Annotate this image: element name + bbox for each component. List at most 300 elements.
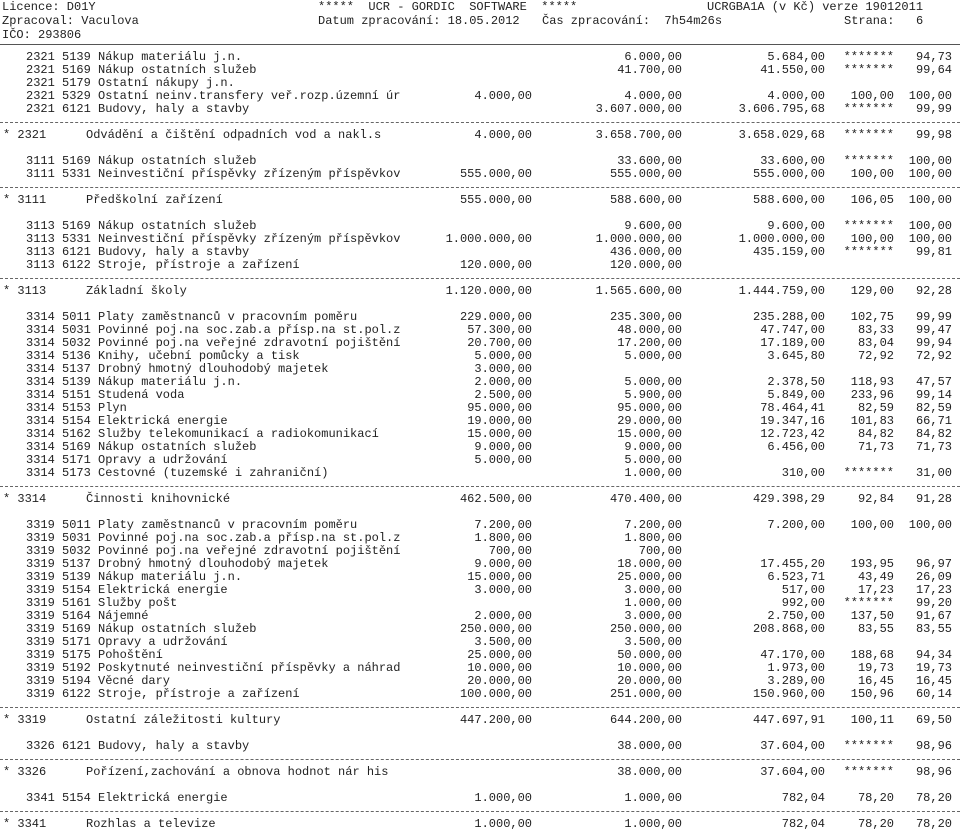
item-code: 5011	[62, 518, 91, 532]
percent-of-adjusted: 100,00	[908, 219, 952, 233]
item-name: Elektrická energie	[98, 583, 228, 597]
adjusted-budget: 50.000,00	[617, 648, 682, 662]
paragraph-code: 3314	[26, 427, 55, 441]
percent-of-adjusted: 100,00	[908, 167, 952, 181]
section-dash-divider	[0, 278, 960, 279]
adjusted-budget: 3.000,00	[624, 583, 682, 597]
percent-of-adjusted: 78,20	[915, 817, 952, 831]
item-code: 5171	[62, 635, 91, 649]
percent-of-approved: 233,96	[850, 388, 894, 402]
paragraph-code: 3113	[26, 219, 55, 233]
actual-value: 1.973,00	[767, 661, 825, 675]
actual-value: 12.723,42	[760, 427, 825, 441]
item-name: Povinné poj.na soc.zab.a přísp.na st.pol.z	[98, 323, 401, 337]
approved-budget: 1.800,00	[474, 531, 532, 545]
adjusted-budget: 1.565.600,00	[595, 284, 682, 298]
percent-of-approved: 78,20	[857, 817, 894, 831]
percent-of-adjusted: 78,20	[915, 791, 952, 805]
approved-budget: 2.500,00	[474, 388, 532, 402]
ico-label: IČO: 293806	[2, 28, 82, 42]
percent-of-approved: 72,92	[857, 349, 894, 363]
percent-of-approved: *******	[843, 739, 894, 753]
item-name: Nájemné	[98, 609, 149, 623]
approved-budget: 3.500,00	[474, 635, 532, 649]
adjusted-budget: 17.200,00	[617, 336, 682, 350]
percent-of-adjusted: 19,73	[915, 661, 952, 675]
percent-of-approved: *******	[843, 245, 894, 259]
actual-value: 7.200,00	[767, 518, 825, 532]
percent-of-adjusted: 100,00	[908, 232, 952, 246]
percent-of-approved: 188,68	[850, 648, 894, 662]
paragraph-code: 3319	[26, 648, 55, 662]
item-code: 5173	[62, 466, 91, 480]
percent-of-adjusted: 82,59	[915, 401, 952, 415]
approved-budget: 4.000,00	[474, 128, 532, 142]
percent-of-approved: *******	[843, 765, 894, 779]
section-name: Pořízení,zachování a obnova hodnot nár his	[86, 765, 389, 779]
section-code: * 3319	[3, 713, 47, 727]
item-name: Opravy a udržování	[98, 635, 228, 649]
paragraph-code: 3314	[26, 388, 55, 402]
item-code: 5169	[62, 622, 91, 636]
paragraph-code: 3319	[26, 570, 55, 584]
item-name: Stroje, přístroje a zařízení	[98, 258, 300, 272]
item-name: Budovy, haly a stavby	[98, 245, 250, 259]
section-total-row	[0, 493, 960, 506]
section-dash-divider	[0, 486, 960, 487]
item-code: 5031	[62, 323, 91, 337]
item-code: 5136	[62, 349, 91, 363]
paragraph-code: 2321	[26, 89, 55, 103]
table-row	[0, 168, 960, 181]
item-code: 6122	[62, 258, 91, 272]
actual-value: 555.000,00	[752, 167, 825, 181]
adjusted-budget: 5.000,00	[624, 453, 682, 467]
approved-budget: 1.120.000,00	[445, 284, 532, 298]
item-name: Platy zaměstnanců v pracovním poměru	[98, 310, 358, 324]
item-code: 5161	[62, 596, 91, 610]
page-number: Strana: 6	[844, 14, 924, 28]
paragraph-code: 3314	[26, 310, 55, 324]
licence-label: Licence: D01Y	[2, 0, 96, 14]
percent-of-approved: 83,33	[857, 323, 894, 337]
actual-value: 150.960,00	[752, 687, 825, 701]
section-name: Předškolní zařízení	[86, 193, 223, 207]
paragraph-code: 3314	[26, 401, 55, 415]
percent-of-adjusted: 96,97	[915, 557, 952, 571]
adjusted-budget: 5.900,00	[624, 388, 682, 402]
item-name: Nákup ostatních služeb	[98, 622, 257, 636]
paragraph-code: 3319	[26, 609, 55, 623]
adjusted-budget: 15.000,00	[617, 427, 682, 441]
item-name: Povinné poj.na veřejné zdravotní pojištění	[98, 544, 401, 558]
actual-value: 1.000.000,00	[738, 232, 825, 246]
actual-value: 1.444.759,00	[738, 284, 825, 298]
percent-of-approved: 84,82	[857, 427, 894, 441]
item-name: Plyn	[98, 401, 127, 415]
adjusted-budget: 5.000,00	[624, 375, 682, 389]
adjusted-budget: 48.000,00	[617, 323, 682, 337]
section-name: Základní školy	[86, 284, 187, 298]
item-name: Studená voda	[98, 388, 185, 402]
approved-budget: 447.200,00	[459, 713, 532, 727]
item-code: 5169	[62, 154, 91, 168]
section-code: * 3326	[3, 765, 47, 779]
percent-of-approved: 106,05	[850, 193, 894, 207]
percent-of-approved: 118,93	[850, 375, 894, 389]
actual-value: 47.170,00	[760, 648, 825, 662]
adjusted-budget: 25.000,00	[617, 570, 682, 584]
adjusted-budget: 555.000,00	[609, 167, 682, 181]
percent-of-adjusted: 99,20	[915, 596, 952, 610]
item-name: Drobný hmotný dlouhodobý majetek	[98, 557, 329, 571]
percent-of-approved: 71,73	[857, 440, 894, 454]
adjusted-budget: 4.000,00	[624, 89, 682, 103]
section-total-row	[0, 766, 960, 779]
actual-value: 19.347,16	[760, 414, 825, 428]
percent-of-adjusted: 91,67	[915, 609, 952, 623]
actual-value: 3.289,00	[767, 674, 825, 688]
approved-budget: 2.000,00	[474, 375, 532, 389]
section-name: Ostatní záležitosti kultury	[86, 713, 281, 727]
item-code: 5329	[62, 89, 91, 103]
paragraph-code: 3314	[26, 323, 55, 337]
item-code: 5153	[62, 401, 91, 415]
percent-of-approved: 16,45	[857, 674, 894, 688]
percent-of-adjusted: 100,00	[908, 193, 952, 207]
paragraph-code: 2321	[26, 76, 55, 90]
actual-value: 6.456,00	[767, 440, 825, 454]
adjusted-budget: 3.607.000,00	[595, 102, 682, 116]
percent-of-approved: 102,75	[850, 310, 894, 324]
processed-by: Zpracoval: Vaculova	[2, 14, 139, 28]
percent-of-approved: 82,59	[857, 401, 894, 415]
approved-budget: 229.000,00	[459, 310, 532, 324]
item-name: Nákup materiálu j.n.	[98, 50, 243, 64]
adjusted-budget: 436.000,00	[609, 245, 682, 259]
percent-of-approved: 137,50	[850, 609, 894, 623]
percent-of-approved: 43,49	[857, 570, 894, 584]
paragraph-code: 3314	[26, 440, 55, 454]
adjusted-budget: 7.200,00	[624, 518, 682, 532]
percent-of-adjusted: 92,28	[915, 284, 952, 298]
paragraph-code: 3111	[26, 154, 55, 168]
item-code: 6122	[62, 687, 91, 701]
percent-of-approved: *******	[843, 219, 894, 233]
percent-of-approved: *******	[843, 63, 894, 77]
actual-value: 208.868,00	[752, 622, 825, 636]
adjusted-budget: 41.700,00	[617, 63, 682, 77]
percent-of-adjusted: 100,00	[908, 89, 952, 103]
report-header-line-2	[2, 14, 958, 28]
item-name: Nákup materiálu j.n.	[98, 375, 243, 389]
item-code: 5331	[62, 167, 91, 181]
adjusted-budget: 1.000,00	[624, 791, 682, 805]
percent-of-adjusted: 84,82	[915, 427, 952, 441]
actual-value: 37.604,00	[760, 765, 825, 779]
paragraph-code: 3113	[26, 232, 55, 246]
section-dash-divider	[0, 759, 960, 760]
table-row	[0, 792, 960, 805]
percent-of-adjusted: 94,73	[915, 50, 952, 64]
percent-of-approved: 83,55	[857, 622, 894, 636]
item-name: Neinvestiční příspěvky zřízeným příspěvkov	[98, 232, 401, 246]
paragraph-code: 3314	[26, 375, 55, 389]
item-code: 5179	[62, 76, 91, 90]
percent-of-approved: 17,23	[857, 583, 894, 597]
paragraph-code: 3341	[26, 791, 55, 805]
approved-budget: 3.000,00	[474, 583, 532, 597]
table-row	[0, 103, 960, 116]
paragraph-code: 3319	[26, 622, 55, 636]
item-code: 5139	[62, 570, 91, 584]
actual-value: 235.288,00	[752, 310, 825, 324]
paragraph-code: 3319	[26, 531, 55, 545]
item-name: Nákup ostatních služeb	[98, 154, 257, 168]
item-code: 5151	[62, 388, 91, 402]
percent-of-approved: *******	[843, 128, 894, 142]
item-code: 5137	[62, 362, 91, 376]
item-code: 5169	[62, 63, 91, 77]
percent-of-approved: 101,83	[850, 414, 894, 428]
report-version: UCRGBA1A (v Kč) verze 19012011	[707, 0, 924, 14]
percent-of-approved: *******	[843, 154, 894, 168]
processing-date: Datum zpracování: 18.05.2012	[318, 14, 520, 28]
section-name: Rozhlas a televize	[86, 817, 216, 831]
percent-of-adjusted: 94,34	[915, 648, 952, 662]
approved-budget: 5.000,00	[474, 349, 532, 363]
actual-value: 5.684,00	[767, 50, 825, 64]
actual-value: 41.550,00	[760, 63, 825, 77]
approved-budget: 19.000,00	[467, 414, 532, 428]
percent-of-adjusted: 98,96	[915, 765, 952, 779]
item-code: 5169	[62, 219, 91, 233]
approved-budget: 120.000,00	[459, 258, 532, 272]
item-code: 5137	[62, 557, 91, 571]
approved-budget: 5.000,00	[474, 453, 532, 467]
item-code: 5154	[62, 583, 91, 597]
item-code: 5032	[62, 336, 91, 350]
percent-of-adjusted: 100,00	[908, 154, 952, 168]
paragraph-code: 3319	[26, 687, 55, 701]
percent-of-approved: 19,73	[857, 661, 894, 675]
item-code: 6121	[62, 739, 91, 753]
paragraph-code: 3314	[26, 466, 55, 480]
percent-of-adjusted: 66,71	[915, 414, 952, 428]
paragraph-code: 2321	[26, 63, 55, 77]
paragraph-code: 3319	[26, 544, 55, 558]
approved-budget: 15.000,00	[467, 570, 532, 584]
percent-of-approved: 83,04	[857, 336, 894, 350]
item-code: 5331	[62, 232, 91, 246]
percent-of-adjusted: 16,45	[915, 674, 952, 688]
item-name: Neinvestiční příspěvky zřízeným příspěvkov	[98, 167, 401, 181]
item-name: Budovy, haly a stavby	[98, 102, 250, 116]
adjusted-budget: 120.000,00	[609, 258, 682, 272]
approved-budget: 555.000,00	[459, 193, 532, 207]
item-code: 5171	[62, 453, 91, 467]
paragraph-code: 3326	[26, 739, 55, 753]
paragraph-code: 3319	[26, 661, 55, 675]
adjusted-budget: 588.600,00	[609, 193, 682, 207]
approved-budget: 1.000.000,00	[445, 232, 532, 246]
adjusted-budget: 18.000,00	[617, 557, 682, 571]
actual-value: 33.600,00	[760, 154, 825, 168]
actual-value: 310,00	[781, 466, 825, 480]
report-header-line-1	[2, 0, 958, 14]
approved-budget: 462.500,00	[459, 492, 532, 506]
actual-value: 3.645,80	[767, 349, 825, 363]
percent-of-approved: 100,11	[850, 713, 894, 727]
adjusted-budget: 6.000,00	[624, 50, 682, 64]
adjusted-budget: 9.000,00	[624, 440, 682, 454]
item-code: 5031	[62, 531, 91, 545]
section-dash-divider	[0, 187, 960, 188]
paragraph-code: 3319	[26, 596, 55, 610]
paragraph-code: 3319	[26, 583, 55, 597]
adjusted-budget: 470.400,00	[609, 492, 682, 506]
percent-of-adjusted: 99,81	[915, 245, 952, 259]
item-code: 5032	[62, 544, 91, 558]
adjusted-budget: 1.000,00	[624, 596, 682, 610]
paragraph-code: 3319	[26, 557, 55, 571]
actual-value: 17.189,00	[760, 336, 825, 350]
paragraph-code: 3319	[26, 674, 55, 688]
approved-budget: 4.000,00	[474, 89, 532, 103]
paragraph-code: 3314	[26, 349, 55, 363]
paragraph-code: 3319	[26, 518, 55, 532]
approved-budget: 2.000,00	[474, 609, 532, 623]
adjusted-budget: 38.000,00	[617, 765, 682, 779]
actual-value: 992,00	[781, 596, 825, 610]
paragraph-code: 3314	[26, 453, 55, 467]
item-code: 5011	[62, 310, 91, 324]
adjusted-budget: 250.000,00	[609, 622, 682, 636]
percent-of-adjusted: 31,00	[915, 466, 952, 480]
paragraph-code: 2321	[26, 102, 55, 116]
header-divider	[0, 44, 960, 45]
approved-budget: 1.000,00	[474, 791, 532, 805]
section-total-row	[0, 285, 960, 298]
item-code: 5139	[62, 375, 91, 389]
item-name: Nákup ostatních služeb	[98, 219, 257, 233]
item-name: Elektrická energie	[98, 791, 228, 805]
percent-of-adjusted: 26,09	[915, 570, 952, 584]
adjusted-budget: 3.000,00	[624, 609, 682, 623]
adjusted-budget: 1.000,00	[624, 466, 682, 480]
percent-of-adjusted: 99,14	[915, 388, 952, 402]
item-name: Povinné poj.na soc.zab.a přísp.na st.pol.z	[98, 531, 401, 545]
approved-budget: 250.000,00	[459, 622, 532, 636]
item-name: Drobný hmotný dlouhodobý majetek	[98, 362, 329, 376]
item-name: Povinné poj.na veřejné zdravotní pojištění	[98, 336, 401, 350]
percent-of-adjusted: 71,73	[915, 440, 952, 454]
item-code: 5162	[62, 427, 91, 441]
adjusted-budget: 1.000.000,00	[595, 232, 682, 246]
percent-of-adjusted: 69,50	[915, 713, 952, 727]
adjusted-budget: 700,00	[638, 544, 682, 558]
section-dash-divider	[0, 707, 960, 708]
adjusted-budget: 1.000,00	[624, 817, 682, 831]
section-code: * 3113	[3, 284, 47, 298]
adjusted-budget: 235.300,00	[609, 310, 682, 324]
adjusted-budget: 38.000,00	[617, 739, 682, 753]
approved-budget: 57.300,00	[467, 323, 532, 337]
approved-budget: 7.200,00	[474, 518, 532, 532]
adjusted-budget: 33.600,00	[617, 154, 682, 168]
percent-of-adjusted: 72,92	[915, 349, 952, 363]
item-name: Elektrická energie	[98, 414, 228, 428]
item-name: Opravy a udržování	[98, 453, 228, 467]
item-code: 6121	[62, 102, 91, 116]
percent-of-adjusted: 47,57	[915, 375, 952, 389]
section-code: * 2321	[3, 128, 47, 142]
item-name: Budovy, haly a stavby	[98, 739, 250, 753]
percent-of-approved: 129,00	[850, 284, 894, 298]
approved-budget: 3.000,00	[474, 362, 532, 376]
item-code: 5154	[62, 414, 91, 428]
percent-of-adjusted: 99,64	[915, 63, 952, 77]
paragraph-code: 3314	[26, 336, 55, 350]
item-name: Pohoštění	[98, 648, 163, 662]
item-name: Cestovné (tuzemské i zahraniční)	[98, 466, 329, 480]
adjusted-budget: 29.000,00	[617, 414, 682, 428]
percent-of-adjusted: 100,00	[908, 518, 952, 532]
item-name: Knihy, učební pomůcky a tisk	[98, 349, 300, 363]
section-code: * 3111	[3, 193, 47, 207]
paragraph-code: 2321	[26, 50, 55, 64]
approved-budget: 15.000,00	[467, 427, 532, 441]
percent-of-approved: 100,00	[850, 167, 894, 181]
actual-value: 78.464,41	[760, 401, 825, 415]
actual-value: 782,04	[781, 817, 825, 831]
actual-value: 3.658.029,68	[738, 128, 825, 142]
actual-value: 435.159,00	[752, 245, 825, 259]
item-name: Platy zaměstnanců v pracovním poměru	[98, 518, 358, 532]
approved-budget: 10.000,00	[467, 661, 532, 675]
actual-value: 17.455,20	[760, 557, 825, 571]
approved-budget: 700,00	[488, 544, 532, 558]
actual-value: 782,04	[781, 791, 825, 805]
report-header-line-3	[2, 28, 958, 42]
paragraph-code: 3314	[26, 362, 55, 376]
actual-value: 2.378,50	[767, 375, 825, 389]
item-name: Nákup ostatních služeb	[98, 63, 257, 77]
percent-of-adjusted: 99,47	[915, 323, 952, 337]
paragraph-code: 3113	[26, 258, 55, 272]
approved-budget: 25.000,00	[467, 648, 532, 662]
adjusted-budget: 20.000,00	[617, 674, 682, 688]
percent-of-adjusted: 60,14	[915, 687, 952, 701]
actual-value: 6.523,71	[767, 570, 825, 584]
percent-of-approved: 78,20	[857, 791, 894, 805]
item-name: Ostatní neinv.transfery veř.rozp.územní úr	[98, 89, 401, 103]
item-code: 5169	[62, 440, 91, 454]
adjusted-budget: 10.000,00	[617, 661, 682, 675]
section-total-row	[0, 714, 960, 727]
percent-of-adjusted: 99,99	[915, 310, 952, 324]
item-code: 5154	[62, 791, 91, 805]
section-name: Činnosti knihovnické	[86, 492, 231, 506]
section-dash-divider	[0, 122, 960, 123]
approved-budget: 95.000,00	[467, 401, 532, 415]
percent-of-approved: *******	[843, 466, 894, 480]
item-code: 5194	[62, 674, 91, 688]
percent-of-approved: *******	[843, 102, 894, 116]
percent-of-adjusted: 99,99	[915, 102, 952, 116]
approved-budget: 9.000,00	[474, 557, 532, 571]
percent-of-approved: 150,96	[850, 687, 894, 701]
